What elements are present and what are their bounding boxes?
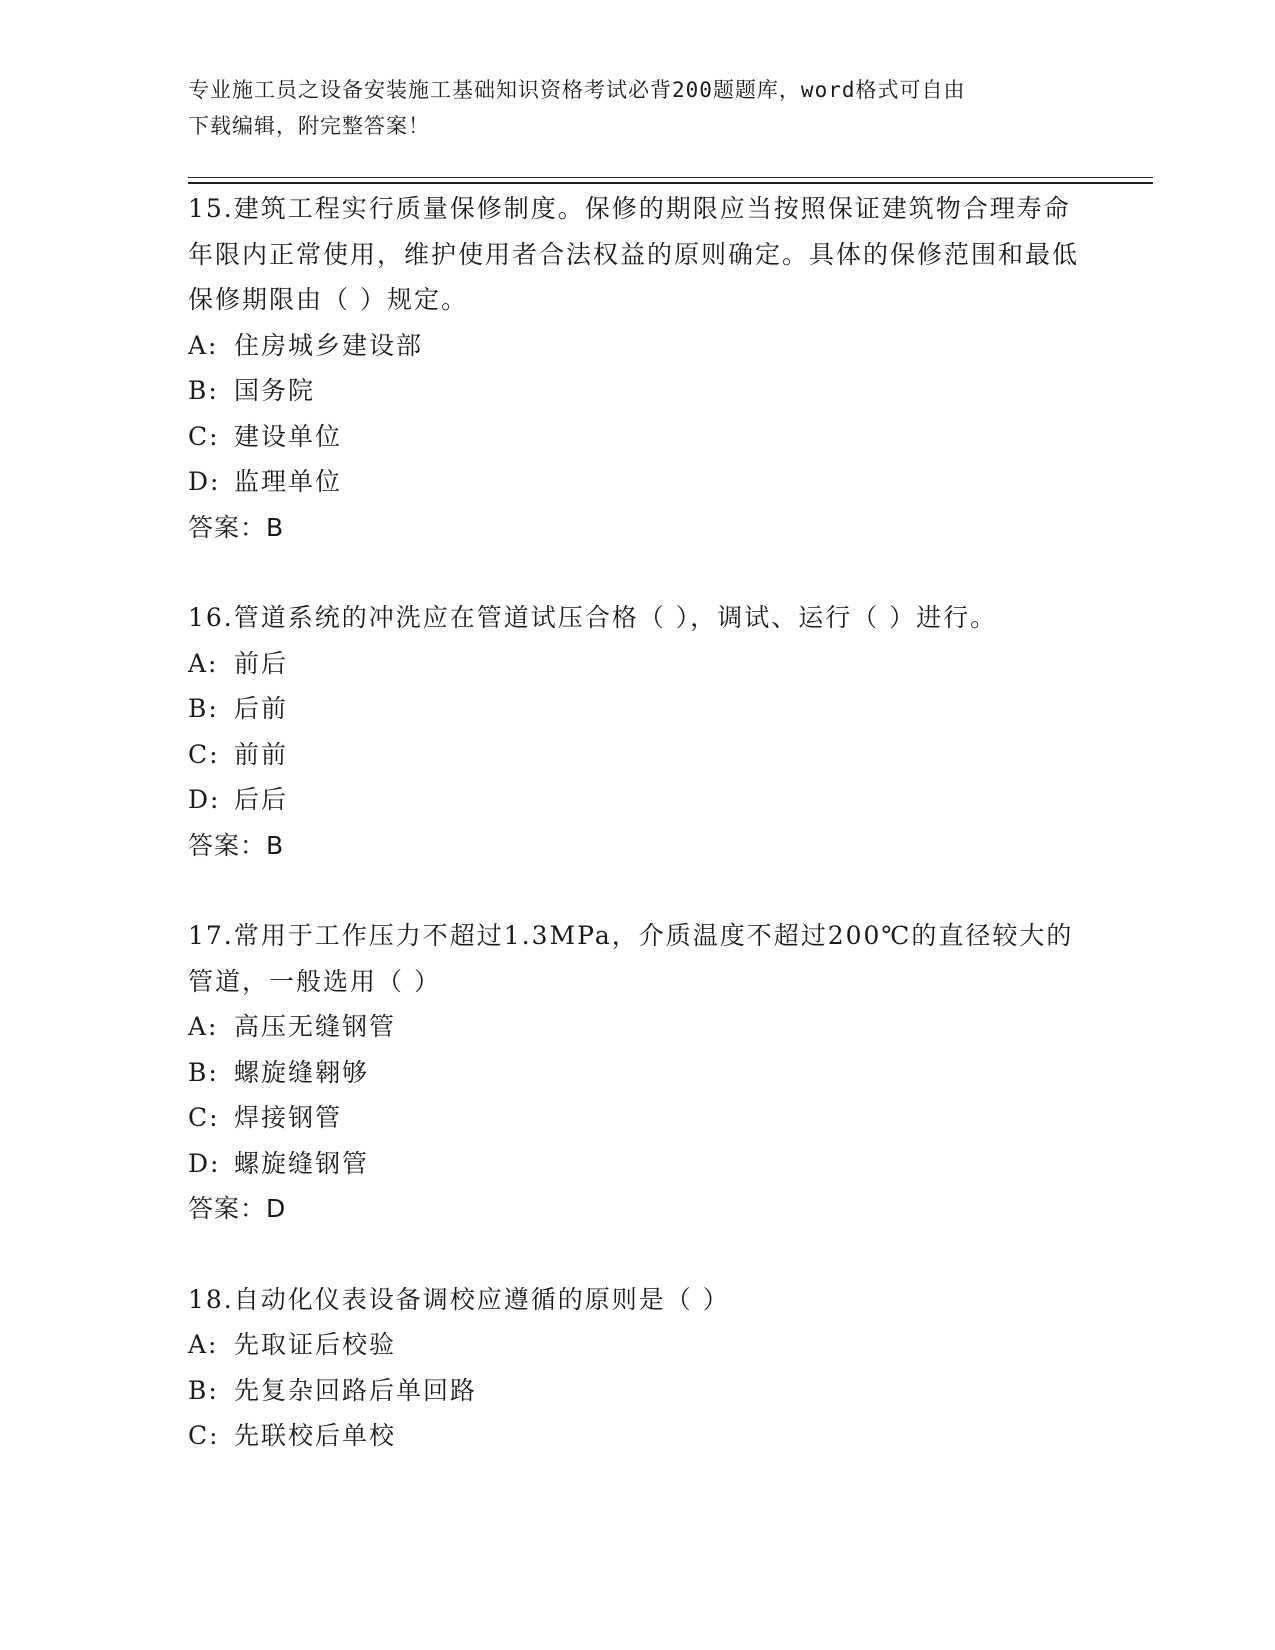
option-text: 后前	[234, 694, 289, 723]
option-a	[188, 323, 1088, 369]
option-text: 住房城乡建设部	[234, 330, 424, 360]
option-b	[188, 1050, 1088, 1096]
option-letter: D:	[188, 1148, 221, 1178]
option-text: 焊接钢管	[234, 1103, 343, 1132]
option-c	[188, 732, 1088, 778]
option-letter: C:	[188, 1421, 220, 1450]
option-letter: A:	[188, 1012, 219, 1041]
option-letter: B:	[188, 1057, 219, 1087]
answer-line: 答案：D	[188, 1194, 287, 1223]
question-stem: 16.管道系统的冲洗应在管道试压合格（ ），调试、运行（ ）进行。	[188, 603, 998, 632]
option-letter: C:	[188, 421, 220, 451]
option-letter: B:	[188, 694, 219, 723]
option-text: 高压无缝钢管	[234, 1012, 397, 1041]
document-header	[188, 72, 1068, 144]
option-d	[188, 1141, 1088, 1187]
option-a	[188, 1322, 1088, 1368]
option-letter: B:	[188, 1375, 219, 1405]
option-text: 后后	[234, 785, 289, 814]
header-line-2: 下载编辑，附完整答案！	[188, 114, 430, 138]
question-stem: 15.建筑工程实行质量保修制度。保修的期限应当按照保证建筑物合理寿命年限内正常使用，维护使用者合法权益的原则确定。具体的保修范围和最低保修期限由（ ）规定。	[188, 194, 1080, 314]
option-text: 先取证后校验	[234, 1330, 397, 1359]
option-b	[188, 1368, 1088, 1414]
question-stem: 17.常用于工作压力不超过1.3MPa，介质温度不超过200℃的直径较大的管道，一般选用（ ）	[188, 921, 1074, 996]
header-divider	[188, 177, 1153, 184]
option-b	[188, 686, 1088, 732]
question-18	[188, 1277, 1088, 1459]
option-text: 先复杂回路后单回路	[234, 1375, 478, 1405]
option-c	[188, 1095, 1088, 1141]
option-letter: C:	[188, 739, 220, 769]
question-17	[188, 913, 1088, 1232]
question-stem: 18.自动化仪表设备调校应遵循的原则是（ ）	[188, 1284, 730, 1314]
option-text: 前后	[234, 648, 289, 678]
answer-line: 答案：B	[188, 512, 285, 542]
answer-line: 答案：B	[188, 830, 285, 860]
divider-thick-line	[188, 182, 1153, 184]
option-letter: C:	[188, 1103, 220, 1132]
option-c	[188, 414, 1088, 460]
option-letter: A:	[188, 1330, 219, 1359]
option-c	[188, 1413, 1088, 1459]
option-text: 前前	[234, 739, 289, 769]
option-text: 国务院	[234, 376, 316, 405]
option-letter: D:	[188, 467, 221, 496]
option-text: 螺旋缝钢管	[234, 1148, 370, 1178]
divider-thin-line	[188, 177, 1153, 178]
option-d	[188, 777, 1088, 823]
option-letter: D:	[188, 785, 221, 814]
option-d	[188, 459, 1088, 505]
option-letter: B:	[188, 376, 219, 405]
option-text: 建设单位	[234, 421, 343, 451]
option-b	[188, 368, 1088, 414]
option-a	[188, 1004, 1088, 1050]
option-a	[188, 641, 1088, 687]
question-list	[188, 186, 1088, 1504]
option-text: 螺旋缝翱够	[234, 1057, 370, 1087]
question-15	[188, 186, 1088, 550]
header-line-1: 专业施工员之设备安装施工基础知识资格考试必背200题题库，word格式可自由	[188, 78, 966, 102]
option-text: 先联校后单校	[234, 1421, 397, 1450]
option-letter: A:	[188, 330, 219, 360]
question-16	[188, 595, 1088, 868]
option-letter: A:	[188, 648, 219, 678]
option-text: 监理单位	[234, 467, 343, 496]
